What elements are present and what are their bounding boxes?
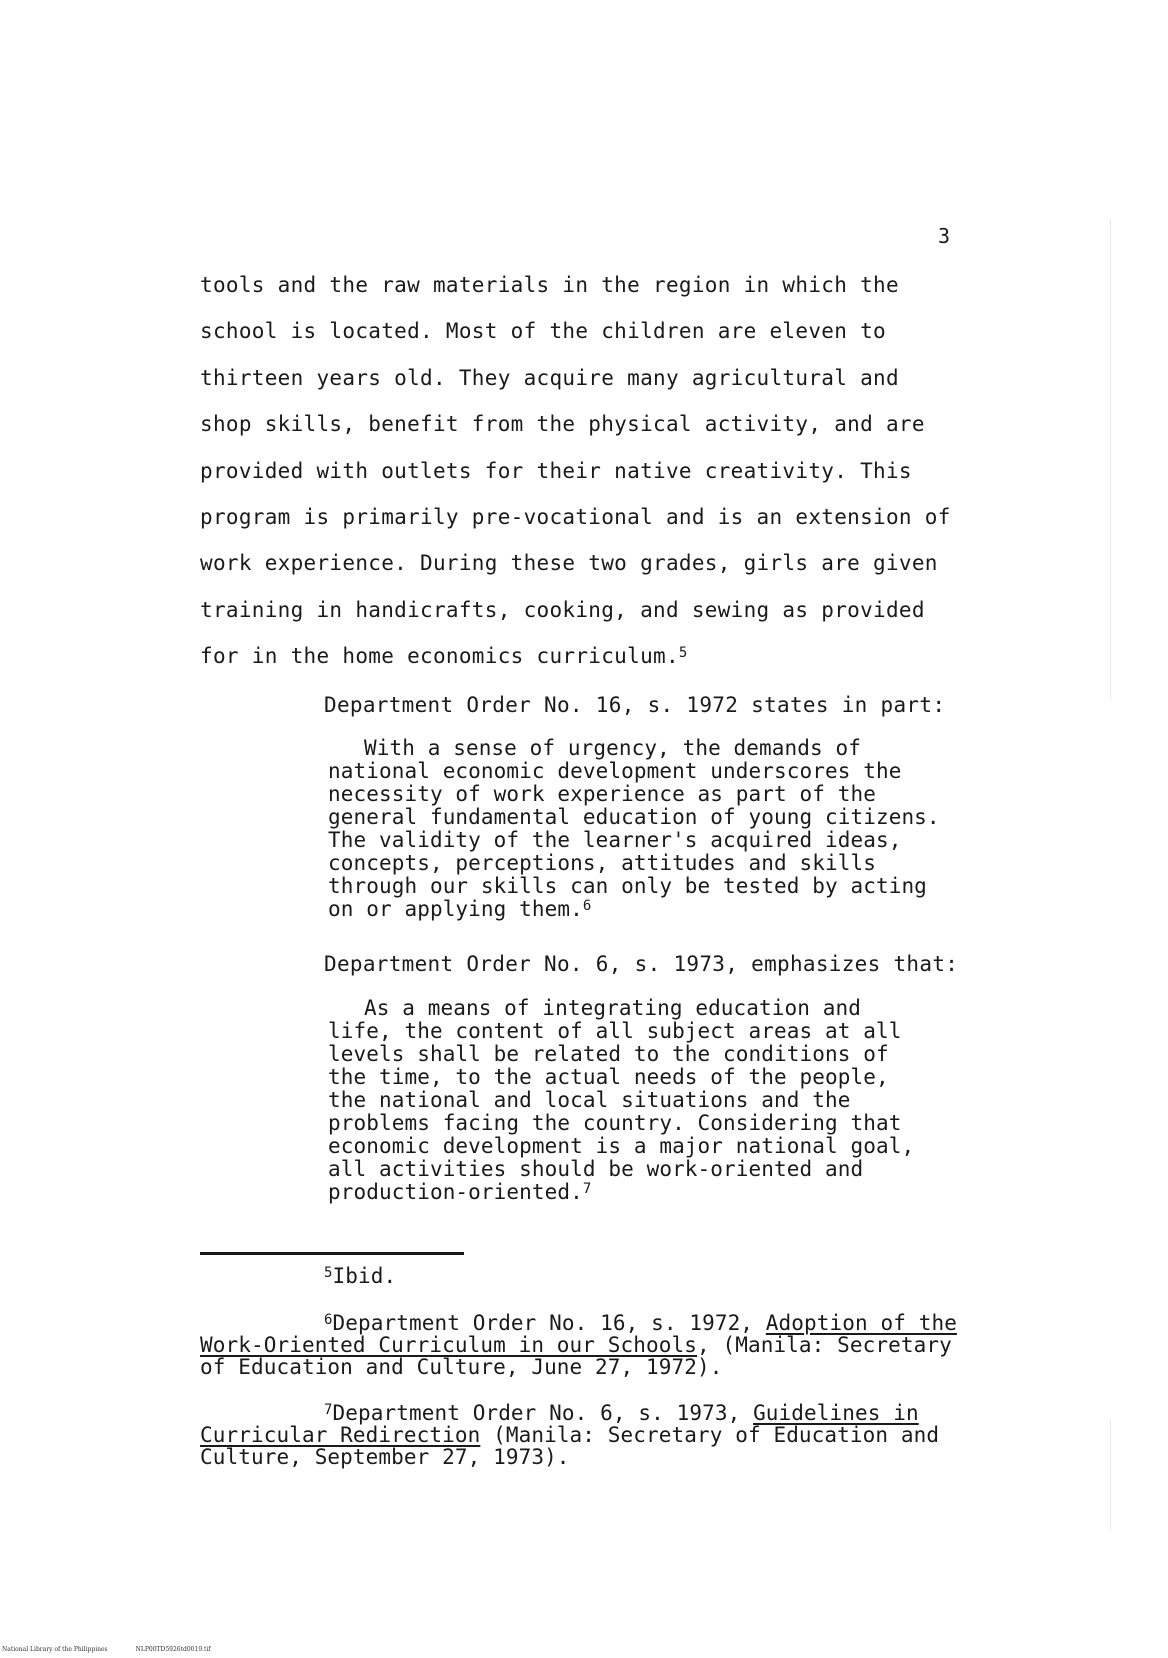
footnote-line: [200, 1312, 957, 1334]
quote-intro-1: Department Order No. 16, s. 1972 states in part:: [324, 693, 946, 717]
footer-file: NLP00TD5926td0019.tif: [135, 1646, 211, 1653]
body-line: thirteen years old. They acquire many agricultural and: [200, 365, 899, 390]
quote-line: all activities should be work-oriented and: [328, 1157, 864, 1181]
quote-line: With a sense of urgency, the demands of: [364, 736, 861, 760]
footnote-line: [200, 1334, 957, 1356]
quote-line: levels shall be related to the conditions of: [328, 1042, 889, 1066]
quote-line: problems facing the country. Considering that: [328, 1111, 902, 1135]
footnote-text: (Manila: Secretary of Education and: [480, 1423, 940, 1447]
quote-line: The validity of the learner's acquired ideas,: [328, 828, 902, 852]
footer-library: National Library of the Philippines: [2, 1646, 108, 1653]
footnote-7: [200, 1402, 939, 1468]
footnote-title: Adoption of the: [765, 1311, 957, 1335]
body-line: program is primarily pre-vocational and is an extension of: [200, 504, 951, 529]
quote-line: concepts, perceptions, attitudes and skills: [328, 851, 876, 875]
footnote-mark: 5: [324, 1265, 333, 1281]
body-line-last: [200, 643, 951, 689]
quote-line: the national and local situations and the: [328, 1088, 851, 1112]
footnote-line: of Education and Culture, June 27, 1972).: [200, 1355, 723, 1379]
footnote-line: Culture, September 27, 1973).: [200, 1445, 570, 1469]
footnote-title: Work-Oriented Curriculum in our Schools: [200, 1333, 697, 1357]
block-quote-2: [328, 997, 914, 1204]
footnote-ref-7: 7: [582, 1181, 592, 1197]
page-number: 3: [938, 224, 951, 248]
footnote-mark: 6: [324, 1312, 333, 1328]
body-line: work experience. During these two grades, girls are given: [200, 551, 938, 576]
footnote-divider: [200, 1252, 464, 1255]
quote-line: the time, to the actual needs of the people,: [328, 1065, 889, 1089]
footnote-text: , (Manila: Secretary: [696, 1333, 952, 1357]
footnote-ref-5: 5: [678, 645, 688, 662]
quote-line: general fundamental education of young citizens.: [328, 805, 940, 829]
footnote-line: [200, 1424, 939, 1446]
footnote-5: [324, 1265, 396, 1287]
scan-footer: [2, 1646, 211, 1653]
body-line-text: for in the home economics curriculum.: [200, 644, 679, 669]
body-line: school is located. Most of the children are eleven to: [200, 319, 886, 344]
quote-line-text: on or applying them.: [328, 897, 583, 921]
quote-line: through our skills can only be tested by acting: [328, 874, 927, 898]
quote-line: necessity of work experience as part of the: [328, 782, 876, 806]
body-paragraph: [200, 272, 951, 690]
footnote-text: Department Order No. 16, s. 1972,: [332, 1311, 766, 1335]
quote-line-text: production-oriented.: [328, 1180, 583, 1204]
scan-edge-marks: [1110, 220, 1117, 700]
body-line: tools and the raw materials in the region in which the: [200, 273, 899, 297]
footnote-title: Guidelines in: [753, 1401, 919, 1425]
quote-line: As a means of integrating education and: [364, 996, 861, 1020]
quote-line-last: [328, 1181, 914, 1204]
footnote-mark: 7: [324, 1402, 333, 1418]
body-line: training in handicrafts, cooking, and sewing as provided: [200, 597, 925, 622]
quote-intro-2: Department Order No. 6, s. 1973, emphasizes that:: [324, 952, 959, 976]
footnote-line: [324, 1265, 396, 1287]
footnote-text: Ibid.: [332, 1264, 397, 1288]
footnote-ref-6: 6: [582, 898, 592, 914]
quote-line: life, the content of all subject areas at all: [328, 1019, 902, 1043]
quote-line: national economic development underscores the: [328, 759, 902, 783]
footnote-title: Curricular Redirection: [200, 1423, 481, 1447]
block-quote-1: [328, 737, 940, 921]
quote-line: economic development is a major national goal,: [328, 1134, 915, 1158]
scan-edge-marks: [1110, 1420, 1117, 1530]
footnote-6: [200, 1312, 957, 1378]
quote-line-last: [328, 898, 940, 921]
footnote-line: [200, 1402, 939, 1424]
body-line: provided with outlets for their native creativity. This: [200, 458, 912, 483]
body-line: shop skills, benefit from the physical activity, and are: [200, 412, 925, 437]
footnote-text: Department Order No. 6, s. 1973,: [332, 1401, 754, 1425]
